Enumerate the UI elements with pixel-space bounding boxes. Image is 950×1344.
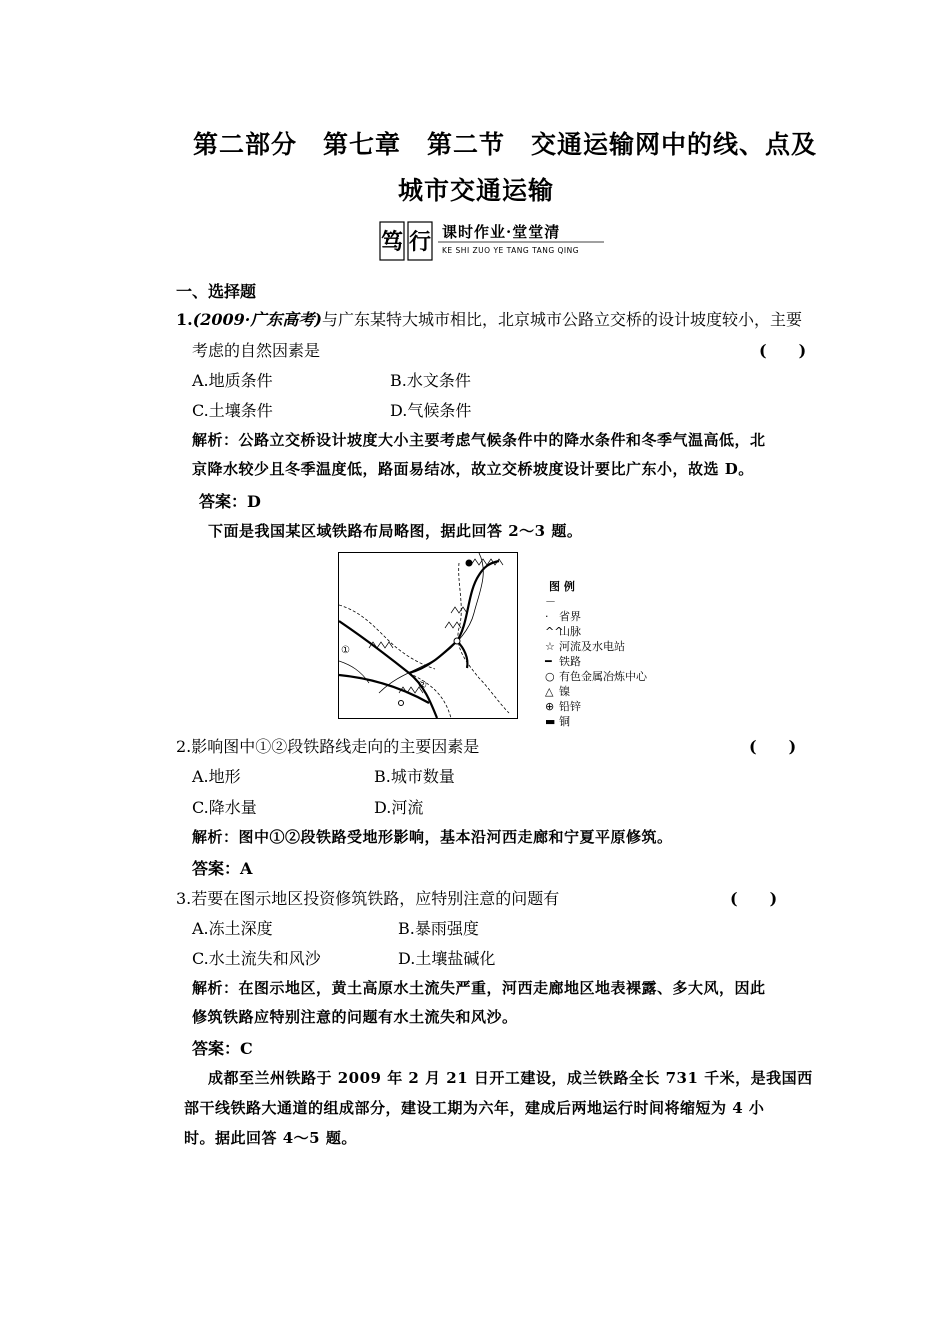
legend-item-nickel: △ 镍: [545, 685, 570, 698]
intro-4-5-line3: 时。据此回答 4～5 题。: [184, 1129, 357, 1147]
q1-stem-line2: 考虑的自然因素是: [192, 341, 321, 360]
banner-slogan: 课时作业·堂堂清: [442, 223, 561, 241]
q2-option-d: D.河流: [374, 798, 424, 817]
q2-answer: 答案：A: [192, 859, 253, 878]
intro-4-5-line1: 成都至兰州铁路于 2009 年 2 月 21 日开工建设，成兰铁路全长 731 千米，是我国西: [208, 1069, 813, 1087]
q1-option-c: C.土壤条件: [192, 401, 273, 420]
section-title: 一、选择题: [176, 282, 257, 301]
legend-item-copper: ▬ 铜: [545, 715, 570, 728]
q1-explanation-line1: 解析：公路立交桥设计坡度大小主要考虑气候条件中的降水条件和冬季气温高低，北: [192, 431, 766, 449]
intro-4-5-line2: 部干线铁路大通道的组成部分，建设工期为六年，建成后两地运行时间将缩短为 4 小: [184, 1099, 765, 1117]
q2-stem: 2.影响图中①②段铁路线走向的主要因素是: [176, 737, 480, 756]
q1-option-b: B.水文条件: [390, 371, 471, 390]
q1-option-a: A.地质条件: [192, 371, 273, 390]
q1-answer: 答案：D: [199, 492, 261, 511]
page-title-line1: 第二部分 第七章 第二节 交通运输网中的线、点及: [193, 130, 818, 159]
q3-option-a: A.冻土深度: [192, 919, 273, 938]
q1-explain-label: 解析：: [192, 431, 239, 449]
q2-option-b: B.城市数量: [374, 767, 455, 786]
legend-item-railway: ━ 铁路: [545, 655, 581, 668]
legend-item-smelting: ○ 有色金属冶炼中心: [545, 670, 647, 683]
q1-explanation-line2: 京降水较少且冬季温度低，路面易结冰，故立交桥坡度设计要比广东小，故选 D。: [192, 460, 754, 478]
banner-big-chars: 笃行: [381, 229, 438, 255]
q1-stem-text: 与广东某特大城市相比，北京城市公路立交桥的设计坡度较小，主要: [321, 310, 802, 329]
legend-item-river: ☆ 河流及水电站: [545, 640, 625, 653]
q3-explanation-line1: 解析：在图示地区，黄土高原水土流失严重，河西走廊地区地表裸露、多大风，因此: [192, 979, 766, 997]
banner: [378, 220, 606, 262]
q3-option-d: D.土壤盐碱化: [398, 949, 496, 968]
q1-option-d: D.气候条件: [390, 401, 472, 420]
q2-option-c: C.降水量: [192, 798, 257, 817]
legend-title: 图 例: [549, 580, 575, 593]
q3-stem: 3.若要在图示地区投资修筑铁路，应特别注意的问题有: [176, 889, 560, 908]
q3-option-b: B.暴雨强度: [398, 919, 479, 938]
q1-source: (2009·广东高考): [192, 310, 322, 329]
q1-answer-bracket: ( ): [759, 341, 807, 360]
q1-number: 1.: [176, 310, 193, 329]
map-marker-2: ②: [418, 680, 427, 691]
q3-answer: 答案：C: [192, 1039, 253, 1058]
q1-stem-line1: [176, 307, 802, 330]
legend-item-mountain: ^^山脉: [545, 625, 581, 638]
legend-item-border: －· 省界: [545, 595, 581, 623]
q2-explanation: 解析：图中①②段铁路受地形影响，基本沿河西走廊和宁夏平原修筑。: [192, 828, 673, 846]
map-legend: [545, 579, 647, 729]
banner-pinyin: KE SHI ZUO YE TANG TANG QING: [442, 246, 580, 255]
q2-answer-bracket: ( ): [749, 737, 797, 756]
q3-explanation-line2: 修筑铁路应特别注意的问题有水土流失和风沙。: [192, 1008, 518, 1026]
q2-option-a: A.地形: [192, 767, 241, 786]
railway-map-drawing: [339, 553, 517, 718]
map-marker-1: ①: [341, 645, 350, 656]
q3-option-c: C.水土流失和风沙: [192, 949, 321, 968]
q2-explain-label: 解析：: [192, 828, 239, 846]
page-title-line2: 城市交通运输: [398, 176, 555, 205]
intro-2-3: 下面是我国某区域铁路布局略图，据此回答 2～3 题。: [208, 522, 583, 540]
railway-map: [338, 552, 518, 719]
q3-answer-bracket: ( ): [730, 889, 778, 908]
q3-explain-label: 解析：: [192, 979, 239, 997]
legend-item-lead-zinc: ⊕ 铅锌: [545, 700, 581, 713]
